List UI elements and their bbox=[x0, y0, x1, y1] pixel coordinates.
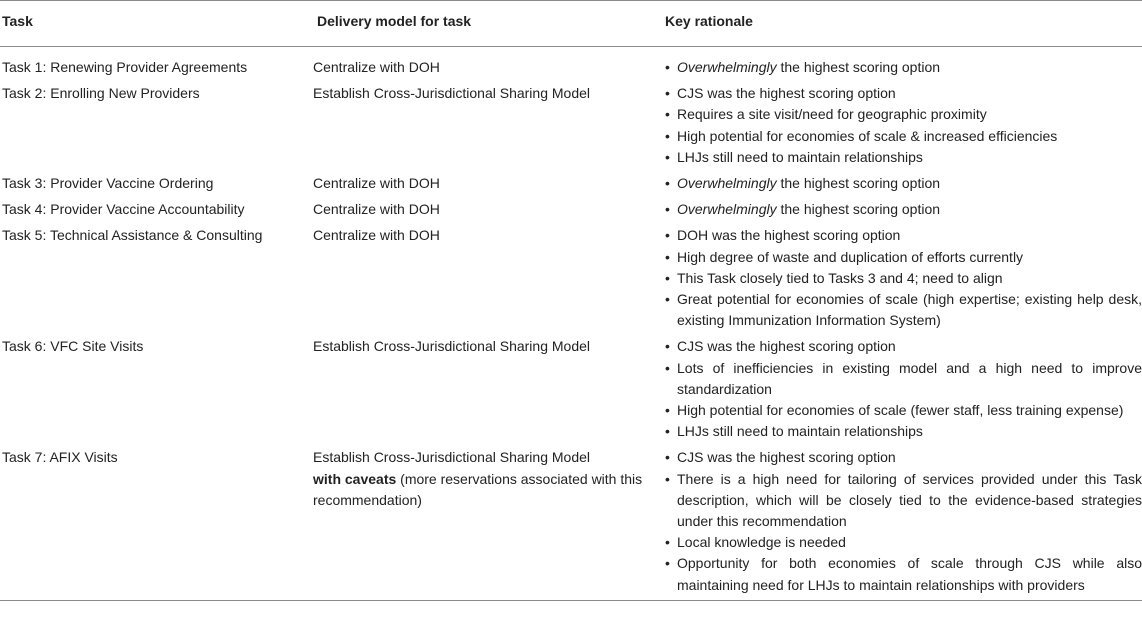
emphasis-text: Overwhelmingly bbox=[677, 59, 777, 75]
rationale-bullet bbox=[665, 247, 1142, 268]
bullet-text: Requires a site visit/need for geographic proximity bbox=[677, 106, 987, 123]
bullet-text: This Task closely tied to Tasks 3 and 4; need to align bbox=[677, 269, 1003, 286]
rationale-bullet bbox=[665, 57, 1142, 78]
rationale-bullet bbox=[665, 147, 1142, 168]
bullet-text: High potential for economies of scale (fewer staff, less training expense) bbox=[677, 402, 1124, 419]
header-key-rationale: Key rationale bbox=[661, 1, 1142, 47]
rationale-bullet bbox=[665, 553, 1142, 595]
task-cell: Task 2: Enrolling New Providers bbox=[2, 85, 200, 102]
rationale-cell bbox=[661, 194, 1142, 220]
rationale-cell bbox=[661, 442, 1142, 600]
bullet-text: CJS was the highest scoring option bbox=[677, 449, 896, 466]
bullet-text: LHJs still need to maintain relationships bbox=[677, 423, 923, 440]
rationale-list bbox=[665, 173, 1142, 194]
rationale-bullet bbox=[665, 532, 1142, 553]
header-delivery-model: Delivery model for task bbox=[313, 1, 661, 47]
table-row bbox=[0, 331, 1142, 442]
rationale-bullet bbox=[665, 289, 1142, 331]
bullet-text: the highest scoring option bbox=[776, 175, 941, 192]
rationale-list bbox=[665, 83, 1142, 168]
rationale-bullet bbox=[665, 83, 1142, 104]
bullet-text: LHJs still need to maintain relationships bbox=[677, 148, 923, 165]
bullet-text: DOH was the highest scoring option bbox=[677, 227, 901, 244]
delivery-model-cell: Centralize with DOH bbox=[313, 227, 440, 244]
bullet-text: Local knowledge is needed bbox=[677, 534, 846, 551]
rationale-bullet bbox=[665, 173, 1142, 194]
delivery-model-cell: Centralize with DOH bbox=[313, 59, 440, 75]
task-cell: Task 6: VFC Site Visits bbox=[2, 338, 144, 355]
header-task: Task bbox=[0, 1, 313, 47]
caveat-note: (more reservations associated with this recommendation) bbox=[313, 470, 643, 508]
table-row bbox=[0, 168, 1142, 194]
rationale-bullet bbox=[665, 336, 1142, 357]
bullet-text: the highest scoring option bbox=[776, 59, 941, 75]
task-cell: Task 3: Provider Vaccine Ordering bbox=[2, 175, 214, 192]
table-row bbox=[0, 442, 1142, 600]
delivery-model-cell bbox=[313, 442, 661, 600]
table-row bbox=[0, 194, 1142, 220]
header-row bbox=[0, 1, 1142, 47]
rationale-bullet bbox=[665, 225, 1142, 246]
bullet-text: There is a high need for tailoring of services provided under this Task description, which will be closely tied to the evidence-based strategies under this recommendation bbox=[677, 470, 1142, 530]
delivery-model-cell: Centralize with DOH bbox=[313, 175, 440, 192]
task-cell: Task 4: Provider Vaccine Accountability bbox=[2, 201, 245, 218]
rationale-bullet bbox=[665, 400, 1142, 421]
bullet-text: Great potential for economies of scale (high expertise; existing help desk, existing Immunization Information System) bbox=[677, 291, 1142, 329]
delivery-model-cell: Establish Cross-Jurisdictional Sharing Model bbox=[313, 85, 591, 102]
table-row bbox=[0, 78, 1142, 168]
rationale-cell bbox=[661, 168, 1142, 194]
bullet-text: Lots of inefficiencies in existing model and a high need to improve standardization bbox=[677, 359, 1142, 397]
table-row bbox=[0, 47, 1142, 79]
bullet-text: Opportunity for both economies of scale through CJS while also maintaining need for LHJs to maintain relationships with providers bbox=[677, 555, 1142, 593]
emphasis-text: Overwhelmingly bbox=[677, 201, 777, 218]
bullet-text: CJS was the highest scoring option bbox=[677, 85, 896, 102]
rationale-bullet bbox=[665, 358, 1142, 400]
bullet-text: High potential for economies of scale & increased efficiencies bbox=[677, 127, 1058, 144]
task-cell: Task 5: Technical Assistance & Consulting bbox=[2, 227, 263, 244]
rationale-bullet bbox=[665, 421, 1142, 442]
emphasis-text: Overwhelmingly bbox=[677, 175, 777, 192]
bullet-text: CJS was the highest scoring option bbox=[677, 338, 896, 355]
table-row bbox=[0, 220, 1142, 331]
rationale-bullet bbox=[665, 126, 1142, 147]
rationale-bullet bbox=[665, 447, 1142, 468]
delivery-model-text: Establish Cross-Jurisdictional Sharing Model bbox=[313, 449, 591, 466]
rationale-cell bbox=[661, 220, 1142, 331]
bullet-text: the highest scoring option bbox=[776, 201, 941, 218]
delivery-model-cell: Centralize with DOH bbox=[313, 201, 440, 218]
rationale-bullet bbox=[665, 469, 1142, 533]
rationale-bullet bbox=[665, 268, 1142, 289]
rationale-bullet bbox=[665, 199, 1142, 220]
rationale-list bbox=[665, 199, 1142, 220]
caveat-emphasis: with caveats bbox=[313, 470, 397, 487]
rationale-cell bbox=[661, 78, 1142, 168]
table-body bbox=[0, 47, 1142, 601]
rationale-cell bbox=[661, 47, 1142, 79]
rationale-list bbox=[665, 336, 1142, 442]
rationale-cell bbox=[661, 331, 1142, 442]
rationale-list bbox=[665, 57, 1142, 78]
rationale-list bbox=[665, 447, 1142, 595]
rationale-bullet bbox=[665, 104, 1142, 125]
bullet-text: High degree of waste and duplication of efforts currently bbox=[677, 248, 1024, 265]
rationale-list bbox=[665, 225, 1142, 331]
task-cell: Task 1: Renewing Provider Agreements bbox=[2, 59, 248, 75]
task-cell: Task 7: AFIX Visits bbox=[0, 442, 313, 600]
delivery-model-cell: Establish Cross-Jurisdictional Sharing Model bbox=[313, 338, 591, 355]
